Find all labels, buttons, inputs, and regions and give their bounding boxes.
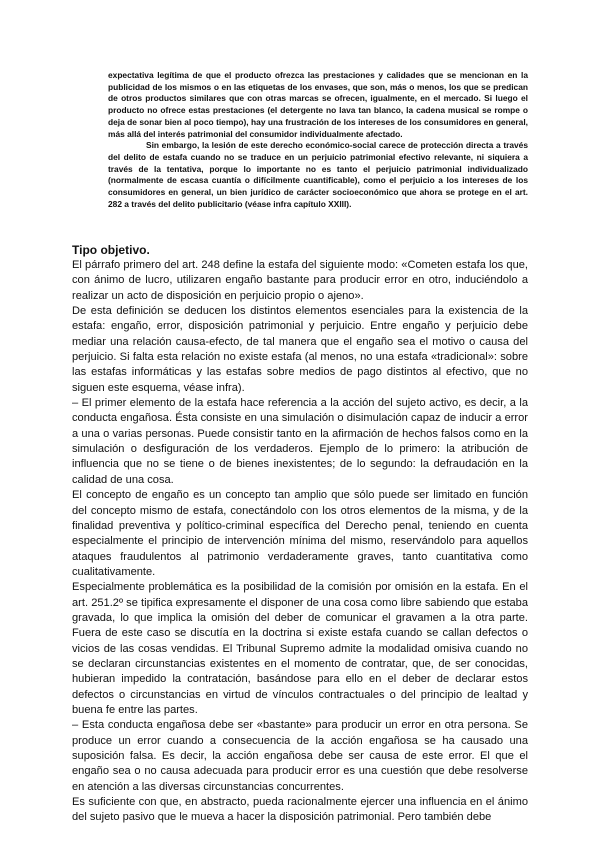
section-heading: Tipo objetivo. bbox=[72, 243, 150, 257]
quote-paragraph-1: expectativa legítima de que el producto ofrezca las prestaciones y calidades que se mencionan en la publicidad de los mismos o en las etiquetas de los envases, que son, más o menos, los que se predican de otros productos similares que con otras marcas se ofrecen, igualmente, en el mercado. Si luego el producto no ofrece estas prestaciones (el detergente no lava tan blanco, la cadena musical se rompe o deja de sonar bien al poco tiempo), hay una frustración de los intereses de los consumidores en general, más allá del interés patrimonial del consumidor individualmente afectado. bbox=[108, 70, 528, 139]
body-paragraph: – El primer elemento de la estafa hace referencia a la acción del sujeto activo, es decir, a la conducta engañosa. Ésta consiste en una simulación o disimulación capaz de inducir a error a una o varias personas. Puede consistir tanto en la afirmación de hechos falsos como en la simulación o desfiguración de los verdaderos. Ejemplo de lo primero: la atribución de influencia que no se tiene o de bienes inexistentes; de lo segundo: la defraudación en la calidad de una cosa. bbox=[72, 397, 528, 486]
body-paragraph: El concepto de engaño es un concepto tan amplio que sólo puede ser limitado en función del concepto mismo de estafa, conectándolo con los otros elementos de la misma, y de la finalidad preventiva y político-criminal específica del Derecho penal, teniendo en cuenta especialmente el principio de intervención mínima del mismo, reservándolo para aquellos ataques fraudulentos al patrimonio verdaderamente graves, tanto cuantitativa como cualitativamente. bbox=[72, 489, 528, 578]
body-paragraph: El párrafo primero del art. 248 define la estafa del siguiente modo: «Cometen estafa los que, con ánimo de lucro, utilizaren engaño bastante para producir error en otro, induciéndolo a realizar un acto de disposición en perjuicio propio o ajeno». bbox=[72, 259, 528, 302]
body-paragraph: Especialmente problemática es la posibilidad de la comisión por omisión en la estafa. En el art. 251.2º se tipifica expresamente el disponer de una cosa como libre sabiendo que estaba gravada, lo que implica la omisión del deber de comunicar el gravamen a la otra parte. Fuera de este caso se discutía en la doctrina si existe estafa cuando se callan defectos o vicios de las cosas vendidas. El Tribunal Supremo admite la modalidad omisiva cuando no se declaran circunstancias existentes en el momento de contratar, que, de ser conocidas, hubieran impedido la contratación, basándose para ello en el deber de declarar estos defectos o circunstancias en virtud de vínculos contractuales o del principio de lealtad y buena fe entre las partes. bbox=[72, 581, 528, 716]
block-quote bbox=[108, 70, 528, 210]
body-paragraph: – Esta conducta engañosa debe ser «bastante» para producir un error en otra persona. Se produce un error cuando a consecuencia de la acción engañosa se ha causado una suposición falsa. Es decir, la acción engañosa debe ser causa de este error. El que el engaño sea o no causa adecuada para producir error es una cuestión que debe resolverse en atención a las diversas circunstancias concurrentes. bbox=[72, 719, 528, 793]
body-paragraph: Es suficiente con que, en abstracto, pueda racionalmente ejercer una influencia en el ánimo del sujeto pasivo que le mueva a hacer la disposición patrimonial. Pero también debe bbox=[72, 796, 528, 824]
body-text bbox=[72, 243, 528, 826]
body-paragraph: De esta definición se deducen los distintos elementos esenciales para la existencia de la estafa: engaño, error, disposición patrimonial y perjuicio. Entre engaño y perjuicio debe mediar una relación causa-efecto, de tal manera que el engaño sea el motivo o causa del perjuicio. Si falta esta relación no existe estafa (al menos, no una estafa «tradicional»: sobre las estafas informáticas y las estafas sobre medios de pago distintos al efectivo, que no siguen este esquema, véase infra). bbox=[72, 305, 528, 394]
quote-paragraph-2: Sin embargo, la lesión de este derecho económico-social carece de protección directa a través del delito de estafa cuando no se traduce en un perjuicio patrimonial efectivo relevante, ni siquiera a través de la tentativa, porque lo importante no es tanto el perjuicio patrimonial individualizado (normalmente de escasa cuantía o difícilmente cuantificable), como el perjuicio a los intereses de los consumidores en general, un bien jurídico de carácter socioeconómico que ahora se protege en el art. 282 a través del delito publicitario (véase infra capítulo XXIII). bbox=[108, 140, 528, 209]
